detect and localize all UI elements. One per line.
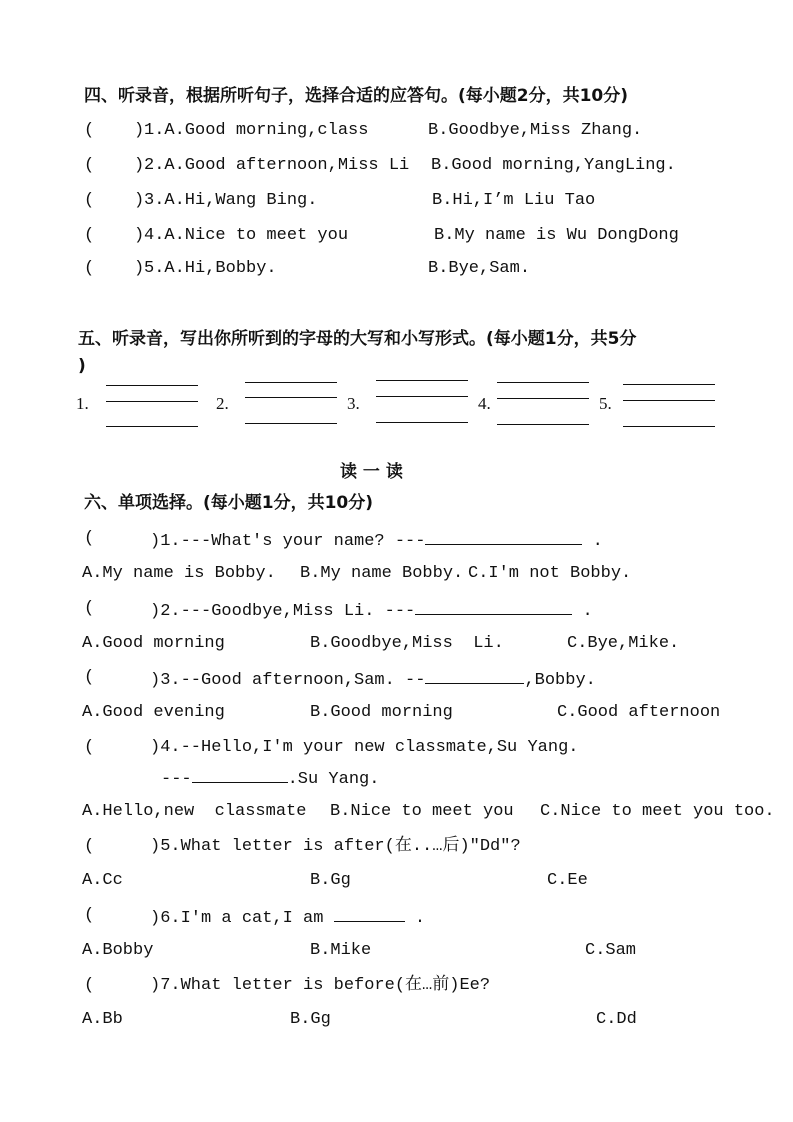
question-text: )7.What letter is before(在…前)Ee?: [150, 976, 491, 995]
answer-paren[interactable]: (: [84, 191, 95, 210]
option-c: C.Sam: [585, 941, 637, 960]
question-text-prompt: )3.--Good afternoon,Sam. --: [150, 671, 426, 690]
option-c: C.Nice to meet you too.: [540, 802, 775, 821]
item-number: 5.: [599, 394, 612, 413]
question-text-end: .Su Yang.: [287, 770, 380, 789]
item-number: 3.: [347, 394, 360, 413]
answer-paren[interactable]: (: [84, 976, 95, 995]
option-b: B.Hi,I’m Liu Tao: [432, 191, 596, 210]
option-a: A.Hello,new classmate: [82, 802, 307, 821]
option-a: A.Good morning: [82, 634, 225, 653]
question-text-line2: [161, 767, 379, 790]
write-line[interactable]: [376, 380, 468, 381]
question-text: )5.What letter is after(在..…后)"Dd"?: [150, 837, 521, 856]
answer-paren[interactable]: (: [84, 121, 95, 140]
option-c: C.Bye,Mike.: [567, 634, 680, 653]
answer-paren[interactable]: (: [84, 668, 95, 687]
write-line[interactable]: [623, 400, 715, 401]
section5-title-cont: ): [78, 356, 86, 376]
option-b: B.Nice to meet you: [330, 802, 514, 821]
answer-paren[interactable]: (: [84, 259, 95, 278]
answer-paren[interactable]: (: [84, 837, 95, 856]
question-text: [150, 668, 596, 691]
item-number: 2.: [216, 394, 229, 413]
write-line[interactable]: [623, 384, 715, 385]
write-line[interactable]: [245, 423, 337, 424]
write-line[interactable]: [497, 398, 589, 399]
option-c: C.I'm not Bobby.: [468, 564, 632, 583]
option-b: B.Goodbye,Miss Li.: [310, 634, 504, 653]
section5-title: 五、听录音，写出你所听到的字母的大写和小写形式。(每小题1分，共5分: [78, 329, 637, 349]
question-text-end: .: [572, 602, 593, 621]
option-c: C.Ee: [547, 871, 588, 890]
option-b: B.My name Bobby.: [300, 564, 464, 583]
option-a: A.Bobby: [82, 941, 154, 960]
write-line[interactable]: [106, 385, 198, 386]
question-text-end: ,Bobby.: [524, 671, 596, 690]
item-number: 4.: [478, 394, 491, 413]
write-line[interactable]: [245, 382, 337, 383]
answer-paren[interactable]: (: [84, 156, 95, 175]
question-text-end: .: [582, 532, 603, 551]
option-a: ): [134, 156, 145, 175]
option-a: ): [134, 226, 145, 245]
option-b: B.Gg: [310, 871, 351, 890]
option-b: B.Gg: [290, 1010, 331, 1029]
question-text-prompt: )2.---Goodbye,Miss Li. ---: [150, 602, 416, 621]
write-line[interactable]: [376, 422, 468, 423]
item-number: 1.: [76, 394, 89, 413]
reading-heading: 读 一 读: [340, 462, 403, 482]
section4-title: 四、听录音，根据所听句子，选择合适的应答句。(每小题2分，共10分): [84, 86, 629, 106]
option-b: B.Goodbye,Miss Zhang.: [428, 121, 643, 140]
answer-blank[interactable]: [334, 906, 405, 922]
option-a: A.My name is Bobby.: [82, 564, 276, 583]
write-line[interactable]: [106, 426, 198, 427]
question-text: [150, 529, 603, 552]
write-line[interactable]: [497, 424, 589, 425]
option-a: ): [134, 259, 145, 278]
option-b: B.My name is Wu DongDong: [434, 226, 679, 245]
answer-blank[interactable]: [415, 599, 572, 615]
question-text: [150, 599, 593, 622]
answer-blank[interactable]: [192, 767, 288, 783]
option-a: A.Good evening: [82, 703, 225, 722]
option-a: 1.A.Good morning,class: [144, 121, 369, 140]
question-text-prompt: )1.---What's your name? ---: [150, 532, 426, 551]
write-line[interactable]: [245, 397, 337, 398]
question-text: )4.--Hello,I'm your new classmate,Su Yang.: [150, 738, 579, 757]
option-a: 2.A.Good afternoon,Miss Li: [144, 156, 410, 175]
write-line[interactable]: [106, 401, 198, 402]
answer-paren[interactable]: (: [84, 529, 95, 548]
question-text: [150, 906, 425, 929]
answer-blank[interactable]: [425, 529, 582, 545]
option-b: B.Mike: [310, 941, 372, 960]
answer-paren[interactable]: (: [84, 738, 95, 757]
option-a: 3.A.Hi,Wang Bing.: [144, 191, 318, 210]
write-line[interactable]: [623, 426, 715, 427]
section6-title: 六、单项选择。(每小题1分，共10分): [84, 493, 374, 513]
answer-paren[interactable]: (: [84, 226, 95, 245]
option-b: B.Bye,Sam.: [428, 259, 531, 278]
option-c: C.Good afternoon: [557, 703, 721, 722]
option-a: 4.A.Nice to meet you: [144, 226, 349, 245]
option-b: B.Good morning,YangLing.: [431, 156, 676, 175]
question-text-prompt: ---: [161, 770, 192, 789]
answer-paren[interactable]: (: [84, 599, 95, 618]
answer-paren[interactable]: (: [84, 906, 95, 925]
option-a: A.Bb: [82, 1010, 123, 1029]
write-line[interactable]: [376, 396, 468, 397]
question-text-prompt: )6.I'm a cat,I am: [150, 909, 334, 928]
option-a: A.Cc: [82, 871, 123, 890]
write-line[interactable]: [497, 382, 589, 383]
option-a: ): [134, 121, 145, 140]
option-c: C.Dd: [596, 1010, 637, 1029]
answer-blank[interactable]: [425, 668, 524, 684]
option-a: ): [134, 191, 145, 210]
option-b: B.Good morning: [310, 703, 453, 722]
question-text-end: .: [404, 909, 426, 928]
option-a: 5.A.Hi,Bobby.: [144, 259, 277, 278]
